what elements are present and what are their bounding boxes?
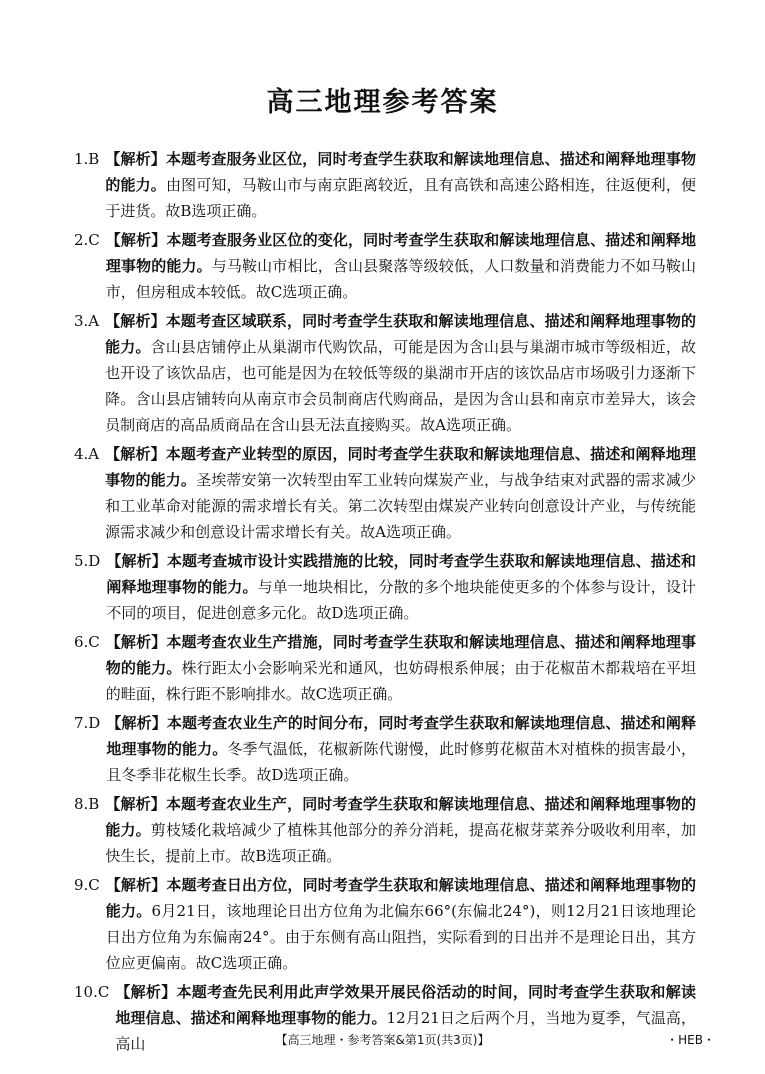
answer-body xyxy=(106,227,696,305)
answer-item xyxy=(74,146,696,224)
answer-body xyxy=(106,629,696,707)
answer-item xyxy=(74,441,696,545)
answer-number: 10.C xyxy=(74,983,110,1001)
answer-lead: 本题考查先民利用此声学效果开展民俗活动的时间，同时考查学生获取和解读地理信息、描述和阐释地理事物的能力。 xyxy=(115,983,696,1027)
answer-number: 4.A xyxy=(74,445,100,463)
answer-item xyxy=(74,791,696,869)
answer-explanation: 12月21日之后两个月，当地为夏季，气温高，高山 xyxy=(115,1009,696,1053)
answer-lead: 本题考查产业转型的原因，同时考查学生获取和解读地理信息、描述和阐释地理事物的能力。 xyxy=(105,445,696,489)
answer-item xyxy=(74,308,696,438)
answer-list xyxy=(74,146,696,1060)
analysis-tag: 【解析】 xyxy=(106,714,167,732)
analysis-tag: 【解析】 xyxy=(105,445,166,463)
analysis-tag: 【解析】 xyxy=(106,552,167,570)
answer-explanation: 剪枝矮化栽培减少了植株其他部分的养分消耗，提高花椒芽菜养分吸收利用率，加快生长，提前上市。故B选项正确。 xyxy=(105,821,696,865)
analysis-tag: 【解析】 xyxy=(105,633,167,651)
answer-number: 3.A xyxy=(74,312,100,330)
answer-body xyxy=(105,791,696,869)
answer-explanation: 圣埃蒂安第一次转型由军工业转向煤炭产业，与战争结束对武器的需求减少和工业革命对能源的需求增长有关。第二次转型由煤炭产业转向创意设计产业，与传统能源需求减少和创意设计需求增长有关。故A选项正确。 xyxy=(105,471,696,541)
answer-number: 2.C xyxy=(74,231,100,249)
answer-number: 8.B xyxy=(74,795,100,813)
answer-item xyxy=(74,872,696,976)
analysis-tag: 【解析】 xyxy=(105,312,166,330)
answer-explanation: 由图可知，马鞍山市与南京距离较近，且有高铁和高速公路相连，往返便利，便于进货。故B选项正确。 xyxy=(105,176,696,220)
analysis-tag: 【解析】 xyxy=(105,231,167,249)
answer-lead: 本题考查服务业区位的变化，同时考查学生获取和解读地理信息、描述和阐释地理事物的能力。 xyxy=(105,231,696,275)
answer-lead: 本题考查城市设计实践措施的比较，同时考查学生获取和解读地理信息、描述和阐释地理事物的能力。 xyxy=(106,552,696,596)
answer-explanation: 冬季气温低，花椒新陈代谢慢，此时修剪花椒苗木对植株的损害最小，且冬季非花椒生长季。故D选项正确。 xyxy=(106,740,696,784)
answer-number: 1.B xyxy=(74,150,100,168)
answer-explanation: 与马鞍山市相比，含山县聚落等级较低，人口数量和消费能力不如马鞍山市，但房租成本较低。故C选项正确。 xyxy=(105,257,696,301)
answer-body xyxy=(105,308,696,438)
answer-body xyxy=(105,146,696,224)
answer-lead: 本题考查农业生产措施，同时考查学生获取和解读地理信息、描述和阐释地理事物的能力。 xyxy=(105,633,696,677)
answer-body xyxy=(106,548,696,626)
answer-body xyxy=(105,441,696,545)
analysis-tag: 【解析】 xyxy=(105,795,166,813)
footer-code: ・HEB・ xyxy=(666,1033,715,1047)
answer-number: 6.C xyxy=(74,633,100,651)
answer-explanation: 与单一地块相比，分散的多个地块能使更多的个体参与设计，设计不同的项目，促进创意多元化。故D选项正确。 xyxy=(106,578,696,622)
answer-explanation: 6月21日，该地理论日出方位角为北偏东66°(东偏北24°)，则12月21日该地理论日出方位角为东偏南24°。由于东侧有高山阻挡，实际看到的日出并不是理论日出，其方位应更偏南。故C选项正确。 xyxy=(105,902,696,972)
answer-item xyxy=(74,548,696,626)
answer-lead: 本题考查农业生产，同时考查学生获取和解读地理信息、描述和阐释地理事物的能力。 xyxy=(105,795,696,839)
answer-item xyxy=(74,227,696,305)
answer-lead: 本题考查日出方位，同时考查学生获取和解读地理信息、描述和阐释地理事物的能力。 xyxy=(105,876,696,920)
answer-explanation: 含山县店铺停止从巢湖市代购饮品，可能是因为含山县与巢湖市城市等级相近，故也开设了该饮品店，也可能是因为在较低等级的巢湖市开店的该饮品店市场吸引力逐渐下降。含山县店铺转向从南京市会员制商店代购商品，是因为含山县和南京市差异大，该会员制商店的高品质商品在含山县无法直接购买。故A选项正确。 xyxy=(105,338,696,434)
answer-number: 5.D xyxy=(74,552,101,570)
page-title: 高三地理参考答案 xyxy=(266,87,499,118)
answer-lead: 本题考查农业生产的时间分布，同时考查学生获取和解读地理信息、描述和阐释地理事物的能力。 xyxy=(106,714,696,758)
answer-number: 7.D xyxy=(74,714,101,732)
answer-lead: 本题考查区域联系，同时考查学生获取和解读地理信息、描述和阐释地理事物的能力。 xyxy=(105,312,696,356)
answer-body xyxy=(106,872,696,976)
answer-item xyxy=(74,629,696,707)
answer-body xyxy=(106,710,696,788)
analysis-tag: 【解析】 xyxy=(105,876,167,894)
answer-lead: 本题考查服务业区位，同时考查学生获取和解读地理信息、描述和阐释地理事物的能力。 xyxy=(105,150,696,194)
answer-explanation: 株行距太小会影响采光和通风，也妨碍根系伸展；由于花椒苗木都栽培在平坦的畦面，株行距不影响排水。故C选项正确。 xyxy=(105,659,696,703)
footer-page-info: 【高三地理・参考答案&第1页(共3页)】 xyxy=(275,1033,490,1047)
analysis-tag: 【解析】 xyxy=(115,983,177,1001)
page-footer xyxy=(0,1031,765,1051)
answer-number: 9.C xyxy=(74,876,100,894)
analysis-tag: 【解析】 xyxy=(105,150,166,168)
answer-item xyxy=(74,710,696,788)
